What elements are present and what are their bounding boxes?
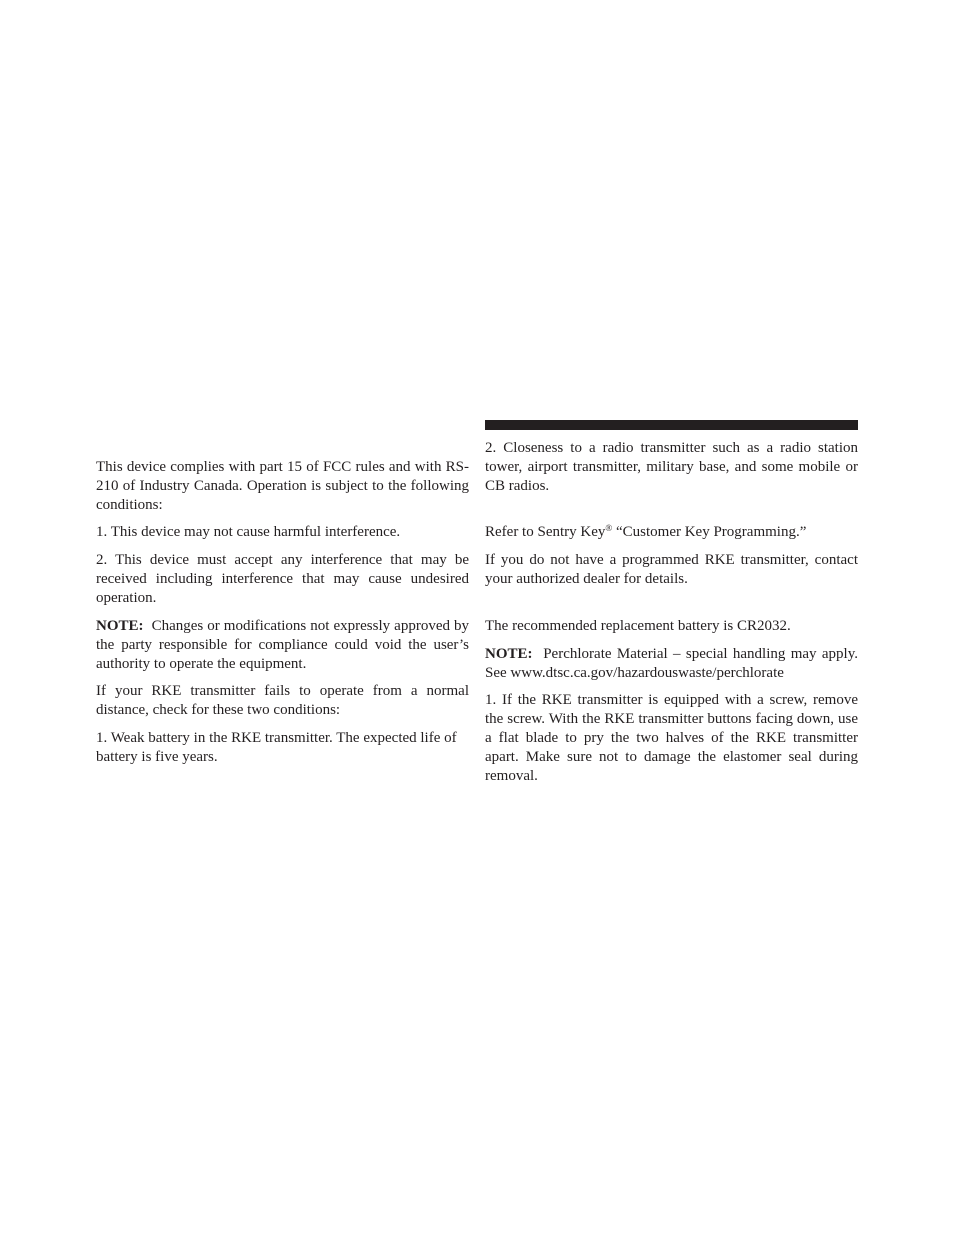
left-column <box>96 458 469 515</box>
rke-fails-paragraph: If your RKE transmitter fails to operate from a normal distance, check for these two conditions: <box>96 683 469 718</box>
condition-1-paragraph: 1. This device may not cause harmful interference. <box>96 524 401 540</box>
rke-fails-block <box>96 682 469 720</box>
battery-block <box>485 617 858 636</box>
note-1-paragraph <box>96 617 469 674</box>
screw-step-paragraph: 1. If the RKE transmitter is equipped with a screw, remove the screw. With the RKE transmitter buttons facing down, use a flat blade to pry the two halves of the RKE transmitter apart. Make sure not to damage the elastomer seal during removal. <box>485 692 858 784</box>
condition-2-block <box>96 551 469 608</box>
note-1-text: Changes or modifications not expressly approved by the party responsible for compliance could void the user’s authority to operate the equipment. <box>96 618 469 672</box>
weak-battery-block <box>96 729 469 767</box>
fcc-statement-paragraph: This device complies with part 15 of FCC rules and with RS-210 of Industry Canada. Operation is subject to the following conditions: <box>96 459 469 513</box>
note-2-label: NOTE: <box>485 646 533 662</box>
note-2-text: Perchlorate Material – special handling may apply. See www.dtsc.ca.gov/hazardouswaste/perchlorate <box>485 646 858 681</box>
note-1-label: NOTE: <box>96 618 144 634</box>
right-column <box>485 439 858 496</box>
battery-recommended-paragraph: The recommended replacement battery is CR2032. <box>485 618 791 634</box>
note-1-block <box>96 617 469 674</box>
condition-2-paragraph: 2. This device must accept any interference that may be received including interference that may cause undesired operation. <box>96 552 469 606</box>
note-2-block <box>485 645 858 683</box>
refer-paragraph <box>485 523 858 542</box>
registered-mark: ® <box>605 523 613 533</box>
closeness-paragraph: 2. Closeness to a radio transmitter such as a radio station tower, airport transmitter, military base, and some mobile or CB radios. <box>485 440 858 494</box>
refer-block <box>485 523 858 542</box>
condition-1-block <box>96 523 469 542</box>
refer-prefix: Refer to Sentry Key <box>485 524 606 540</box>
screw-step-block <box>485 691 858 786</box>
weak-battery-paragraph: 1. Weak battery in the RKE transmitter. The expected life of battery is five years. <box>96 730 457 765</box>
no-programmed-block <box>485 551 858 589</box>
refer-suffix: “Customer Key Programming.” <box>612 524 807 540</box>
section-header-bar <box>485 420 858 430</box>
note-2-paragraph <box>485 645 858 683</box>
no-programmed-paragraph: If you do not have a programmed RKE transmitter, contact your authorized dealer for details. <box>485 552 858 587</box>
